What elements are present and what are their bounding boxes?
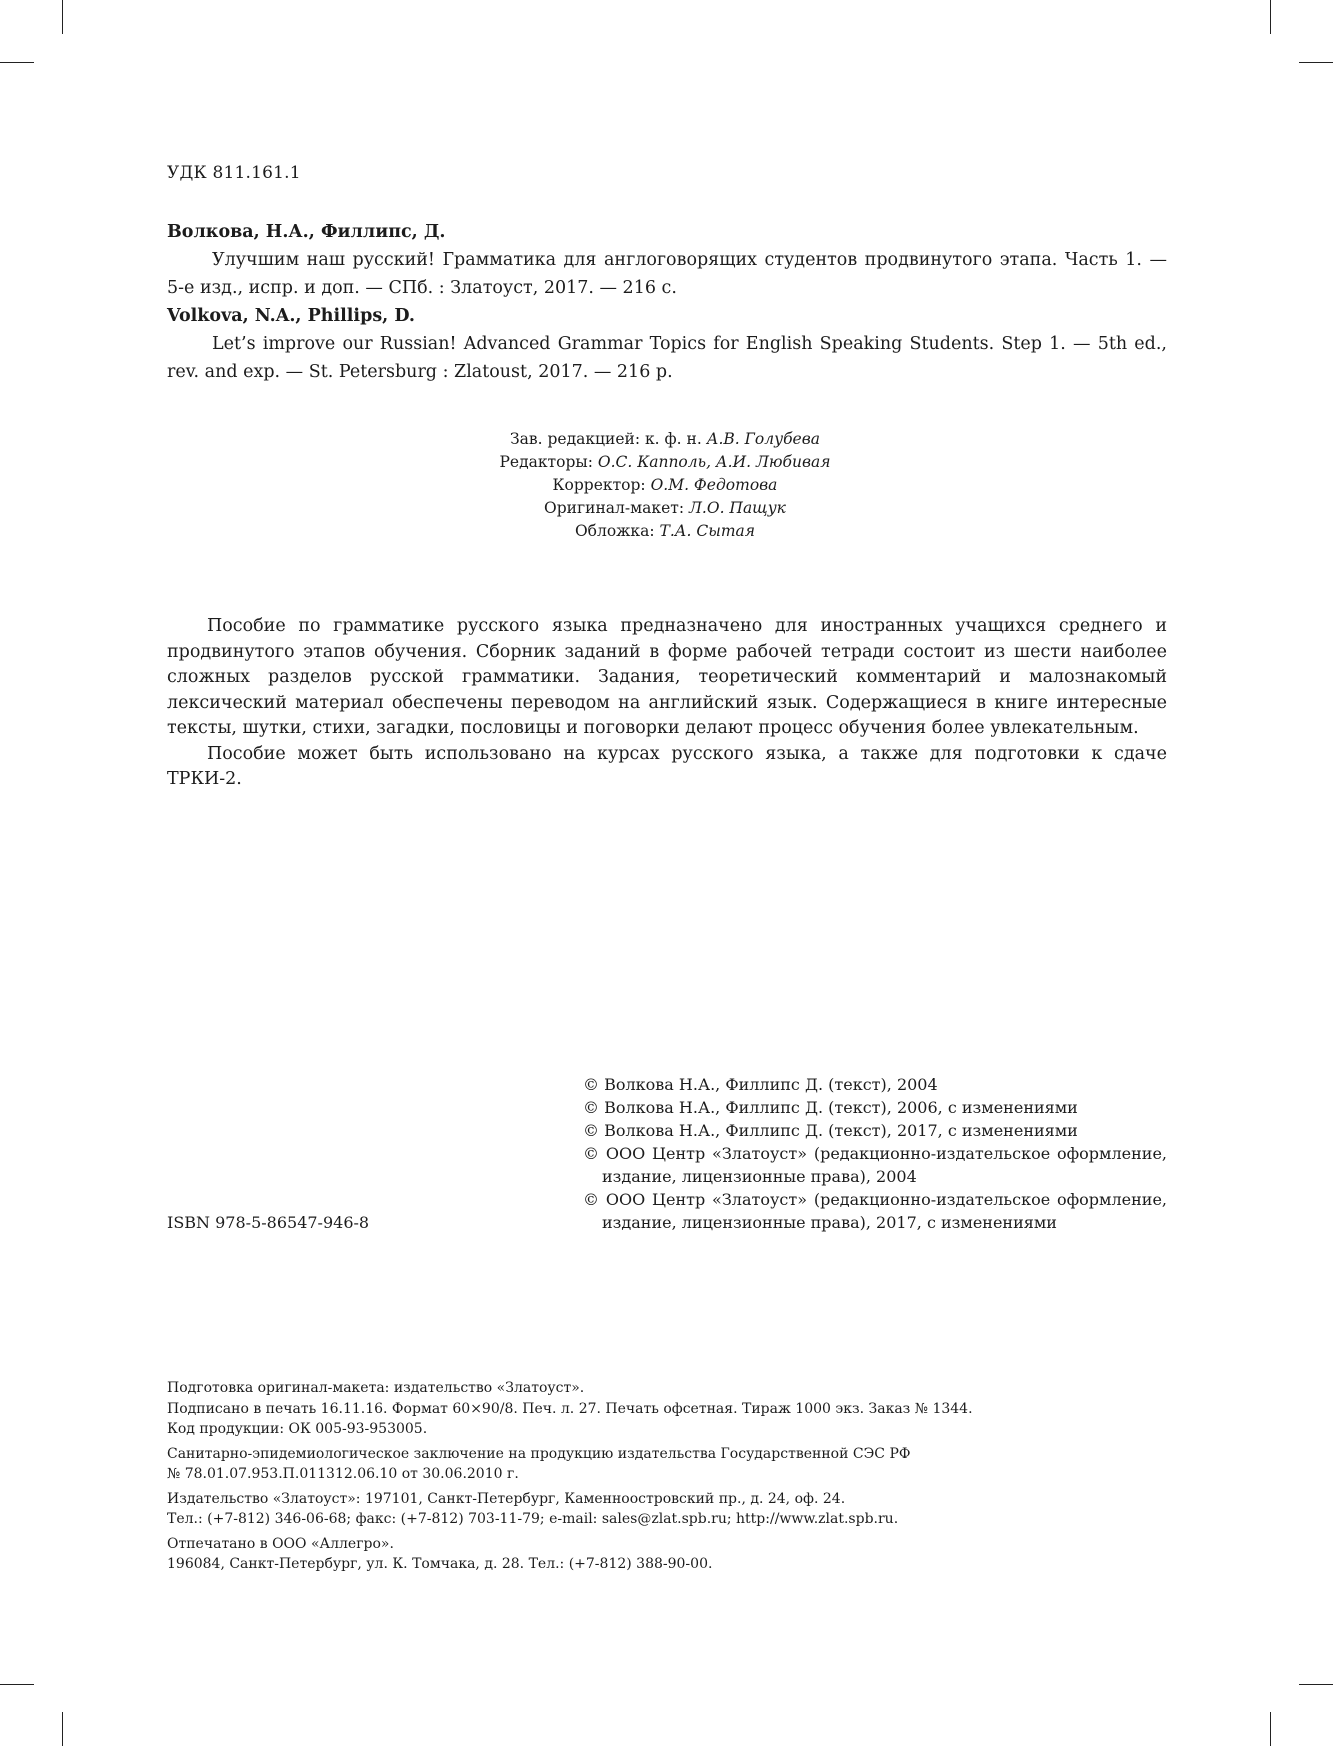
annotation <box>167 614 1167 793</box>
bib-ru-description: Улучшим наш русский! Грамматика для англоговорящих студентов продвинутого этапа. Часть 1. — 5-е изд., испр. и доп. — СПб. : Златоуст, 2017. — 216 с. <box>167 250 1167 298</box>
copyright-line: © ООО Центр «Златоуст» (редакционно-издательское оформление, издание, лицензионные права), 2004 <box>583 1144 1167 1186</box>
crop-mark-top-left-vertical <box>62 0 63 34</box>
crop-mark-bottom-left-horizontal <box>0 1684 34 1685</box>
credit-name: О.М. Федотова <box>650 476 778 494</box>
bib-ru-authors: Волкова, Н.А., Филлипс, Д. <box>167 222 446 242</box>
crop-mark-top-right-horizontal <box>1299 62 1333 63</box>
crop-mark-bottom-right-horizontal <box>1299 1684 1333 1685</box>
credit-name: О.С. Капполь, А.И. Любивая <box>597 453 831 471</box>
copyright-line: © Волкова Н.А., Филлипс Д. (текст), 2006, с изменениями <box>583 1098 1078 1117</box>
copyright-line: © Волкова Н.А., Филлипс Д. (текст), 2017, с изменениями <box>583 1121 1078 1140</box>
imprint-line: Подписано в печать 16.11.16. Формат 60×90/8. Печ. л. 27. Печать офсетная. Тираж 1000 экз. Заказ № 1344. <box>167 1400 973 1417</box>
imprint-line: Издательство «Златоуст»: 197101, Санкт-Петербург, Каменноостровский пр., д. 24, оф. 24. <box>167 1490 846 1507</box>
udk-code: УДК 811.161.1 <box>167 163 301 183</box>
credit-line <box>300 520 1030 543</box>
imprint-line: Тел.: (+7-812) 346-06-68; факс: (+7-812) 703-11-79; e-mail: sales@zlat.spb.ru; http://www.zlat.spb.ru. <box>167 1511 899 1527</box>
credit-role: Обложка: <box>574 522 655 540</box>
imprint-line: Санитарно-эпидемиологическое заключение на продукцию издательства Государственной СЭС РФ <box>167 1445 911 1462</box>
copyright-line: © ООО Центр «Златоуст» (редакционно-издательское оформление, издание, лицензионные права), 2017, с изменениями <box>583 1190 1167 1232</box>
bib-entry-en <box>167 302 1167 386</box>
credit-name: А.В. Голубева <box>706 430 820 448</box>
credit-line <box>300 451 1030 474</box>
bib-entry-ru <box>167 218 1167 302</box>
crop-mark-bottom-right-vertical <box>1270 1712 1271 1746</box>
credit-name: Т.А. Сытая <box>659 522 756 540</box>
annotation-paragraph: Пособие по грамматике русского языка предназначено для иностранных учащихся среднего и продвинутого этапов обучения. Сборник заданий в форме рабочей тетради состоит из шести наиболее сложных разделов русской грамматики. Задания, теоретический комментарий и малознакомый лексический материал обеспечены переводом на английский язык. Содержащиеся в книге интересные тексты, шутки, стихи, загадки, пословицы и поговорки делают процесс обучения более увлекательным. <box>167 616 1167 738</box>
imprint-line: 196084, Санкт-Петербург, ул. К. Томчака, д. 28. Тел.: (+7-812) 388-90-00. <box>167 1556 713 1572</box>
credit-role: Корректор: <box>552 476 646 494</box>
copyright-notices <box>583 1073 1167 1234</box>
bib-en-description: Let’s improve our Russian! Advanced Grammar Topics for English Speaking Students. Step 1. — 5th ed., rev. and exp. — St. Petersburg : Zlatoust, 2017. — 216 p. <box>167 334 1167 382</box>
imprint-line: № 78.01.07.953.П.011312.06.10 от 30.06.2010 г. <box>167 1466 519 1482</box>
imprint <box>167 1378 1067 1579</box>
crop-mark-top-right-vertical <box>1270 0 1271 34</box>
credit-role: Зав. редакцией: к. ф. н. <box>510 430 702 448</box>
imprint-line: Подготовка оригинал-макета: издательство «Златоуст». <box>167 1380 585 1396</box>
credit-role: Редакторы: <box>499 453 593 471</box>
imprint-sanitary <box>167 1444 1067 1485</box>
credit-role: Оригинал-макет: <box>544 499 685 517</box>
crop-mark-top-left-horizontal <box>0 62 34 63</box>
imprint-line: Отпечатано в ООО «Аллегро». <box>167 1535 394 1552</box>
imprint-printer <box>167 1534 1067 1575</box>
imprint-production <box>167 1378 1067 1440</box>
credit-line <box>300 428 1030 451</box>
editorial-credits <box>300 428 1030 543</box>
imprint-publisher <box>167 1489 1067 1530</box>
annotation-paragraph: Пособие может быть использовано на курсах русского языка, а также для подготовки к сдаче ТРКИ-2. <box>167 743 1167 789</box>
bib-en-authors: Volkova, N.A., Phillips, D. <box>167 306 415 326</box>
crop-mark-bottom-left-vertical <box>62 1712 63 1746</box>
isbn: ISBN 978-5-86547-946-8 <box>167 1213 370 1232</box>
copyright-line: © Волкова Н.А., Филлипс Д. (текст), 2004 <box>583 1075 938 1094</box>
imprint-line: Код продукции: ОК 005-93-953005. <box>167 1421 428 1437</box>
credit-line <box>300 474 1030 497</box>
credit-name: Л.О. Пащук <box>689 499 786 517</box>
credit-line <box>300 497 1030 520</box>
